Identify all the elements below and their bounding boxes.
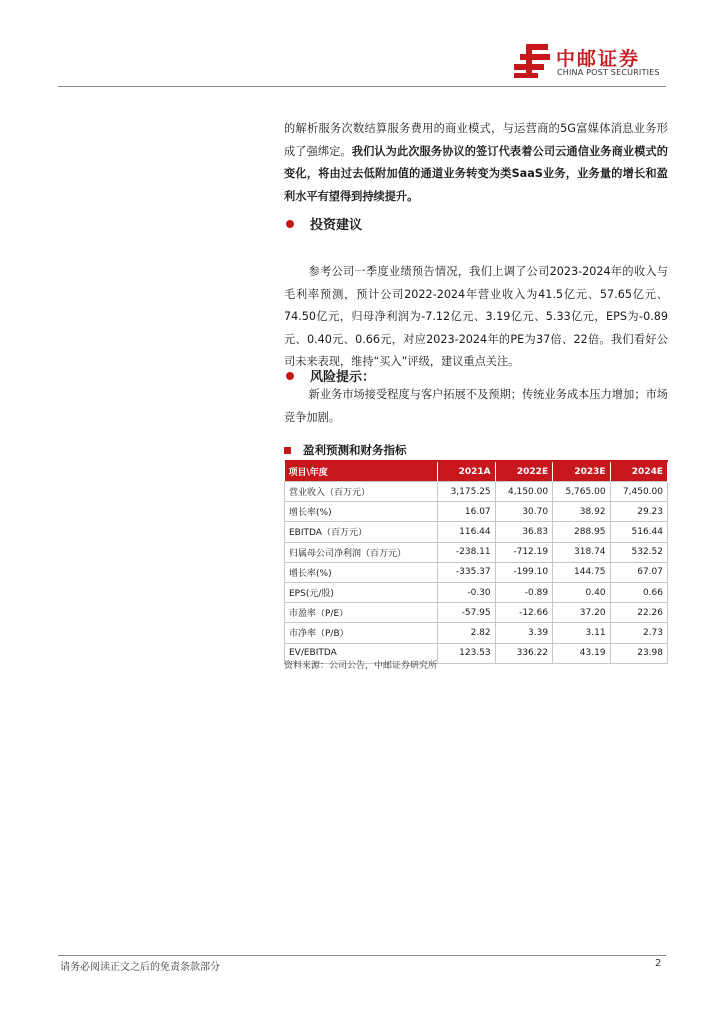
value-cell: -238.11 <box>438 542 495 562</box>
value-cell: 516.44 <box>610 522 667 542</box>
logo-english-name: CHINA POST SECURITIES <box>557 68 660 77</box>
value-cell: -199.10 <box>495 562 552 582</box>
column-header: 2022E <box>495 461 552 482</box>
table-row <box>285 522 668 542</box>
value-cell: 36.83 <box>495 522 552 542</box>
value-cell: 38.92 <box>553 502 610 522</box>
row-label-cell: 增长率(%) <box>285 502 438 522</box>
row-label-cell: 市净率（P/B） <box>285 623 438 643</box>
intro-normal-text: 的解析服务次数结算服务费用的商业模式，与运营商的5G富媒体消息业务形成了强绑定。 <box>284 122 668 158</box>
table-row <box>285 603 668 623</box>
table-row <box>285 502 668 522</box>
value-cell: 288.95 <box>553 522 610 542</box>
table-header-row <box>285 461 668 482</box>
value-cell: 318.74 <box>553 542 610 562</box>
risk-heading-text: 风险提示： <box>310 370 376 385</box>
intro-bold-text: 我们认为此次服务协议的签订代表着公司云通信业务商业模式的变化，将由过去低附加值的通道业务转变为类SaaS业务，业务量的增长和盈利水平有望得到持续提升。 <box>284 144 668 203</box>
value-cell: 3.11 <box>553 623 610 643</box>
row-label-cell: 营业收入（百万元） <box>285 482 438 502</box>
footer-divider <box>58 955 666 956</box>
invest-heading-text: 投资建议 <box>310 218 363 233</box>
value-cell: 5,765.00 <box>553 482 610 502</box>
value-cell: 67.07 <box>610 562 667 582</box>
value-cell: 116.44 <box>438 522 495 542</box>
value-cell: 2.82 <box>438 623 495 643</box>
column-header: 2021A <box>438 461 495 482</box>
page-number: 2 <box>655 958 662 969</box>
table-title-text: 盈利预测和财务指标 <box>303 443 407 457</box>
value-cell: 532.52 <box>610 542 667 562</box>
table-row <box>285 582 668 602</box>
value-cell: -335.37 <box>438 562 495 582</box>
value-cell: 123.53 <box>438 643 495 663</box>
company-logo <box>512 42 672 82</box>
column-header: 2024E <box>610 461 667 482</box>
financial-forecast-table <box>284 460 668 664</box>
logo-chinese-name: 中邮证券 <box>556 48 641 70</box>
invest-paragraph: 参考公司一季度业绩预告情况，我们上调了公司2023-2024年的收入与毛利率预测，预计公司2022-2024年营业收入为41.5亿元、57.65亿元、74.50亿元，归母净利润为-7.12亿元、3.19亿元、5.33亿元，EPS为-0.89元、0.40元、0.66元，对应2023-2024年的PE为37倍、22倍。我们看好公司未来表现，维持“买入”评级，建议重点关注。 <box>284 265 668 368</box>
value-cell: 3.39 <box>495 623 552 643</box>
value-cell: 30.70 <box>495 502 552 522</box>
value-cell: 37.20 <box>553 603 610 623</box>
disclaimer-note: 请务必阅读正文之后的免责条款部分 <box>60 962 220 973</box>
value-cell: 4,150.00 <box>495 482 552 502</box>
table-row <box>285 542 668 562</box>
table-row <box>285 623 668 643</box>
table-row <box>285 482 668 502</box>
value-cell: 2.73 <box>610 623 667 643</box>
column-header: 2023E <box>553 461 610 482</box>
value-cell: 29.23 <box>610 502 667 522</box>
value-cell: 3,175.25 <box>438 482 495 502</box>
table-row <box>285 562 668 582</box>
value-cell: 144.75 <box>553 562 610 582</box>
bullet-icon <box>286 372 294 380</box>
bullet-icon <box>286 220 294 228</box>
header-divider <box>58 86 666 87</box>
row-label-cell: 归属母公司净利润（百万元） <box>285 542 438 562</box>
invest-heading <box>284 214 362 233</box>
value-cell: 0.40 <box>553 582 610 602</box>
value-cell: 22.26 <box>610 603 667 623</box>
row-label-cell: 市盈率（P/E） <box>285 603 438 623</box>
china-post-logo-icon <box>512 42 552 80</box>
table-body <box>285 482 668 664</box>
table-source-note: 资料来源：公司公告，中邮证券研究所 <box>284 661 438 671</box>
risk-heading <box>284 366 375 385</box>
value-cell: 7,450.00 <box>610 482 667 502</box>
value-cell: -0.89 <box>495 582 552 602</box>
value-cell: -57.95 <box>438 603 495 623</box>
row-label-cell: EBITDA（百万元） <box>285 522 438 542</box>
value-cell: 16.07 <box>438 502 495 522</box>
value-cell: 336.22 <box>495 643 552 663</box>
square-bullet-icon <box>284 447 291 454</box>
column-header: 项目\年度 <box>285 461 438 482</box>
value-cell: 43.19 <box>553 643 610 663</box>
row-label-cell: EV/EBITDA <box>285 643 438 663</box>
row-label-cell: 增长率(%) <box>285 562 438 582</box>
intro-paragraph <box>284 118 668 208</box>
table-title <box>284 442 407 458</box>
risk-paragraph: 新业务市场接受程度与客户拓展不及预期；传统业务成本压力增加；市场竞争加剧。 <box>284 388 668 424</box>
row-label-cell: EPS(元/股) <box>285 582 438 602</box>
value-cell: 23.98 <box>610 643 667 663</box>
value-cell: -712.19 <box>495 542 552 562</box>
value-cell: -12.66 <box>495 603 552 623</box>
value-cell: -0.30 <box>438 582 495 602</box>
value-cell: 0.66 <box>610 582 667 602</box>
